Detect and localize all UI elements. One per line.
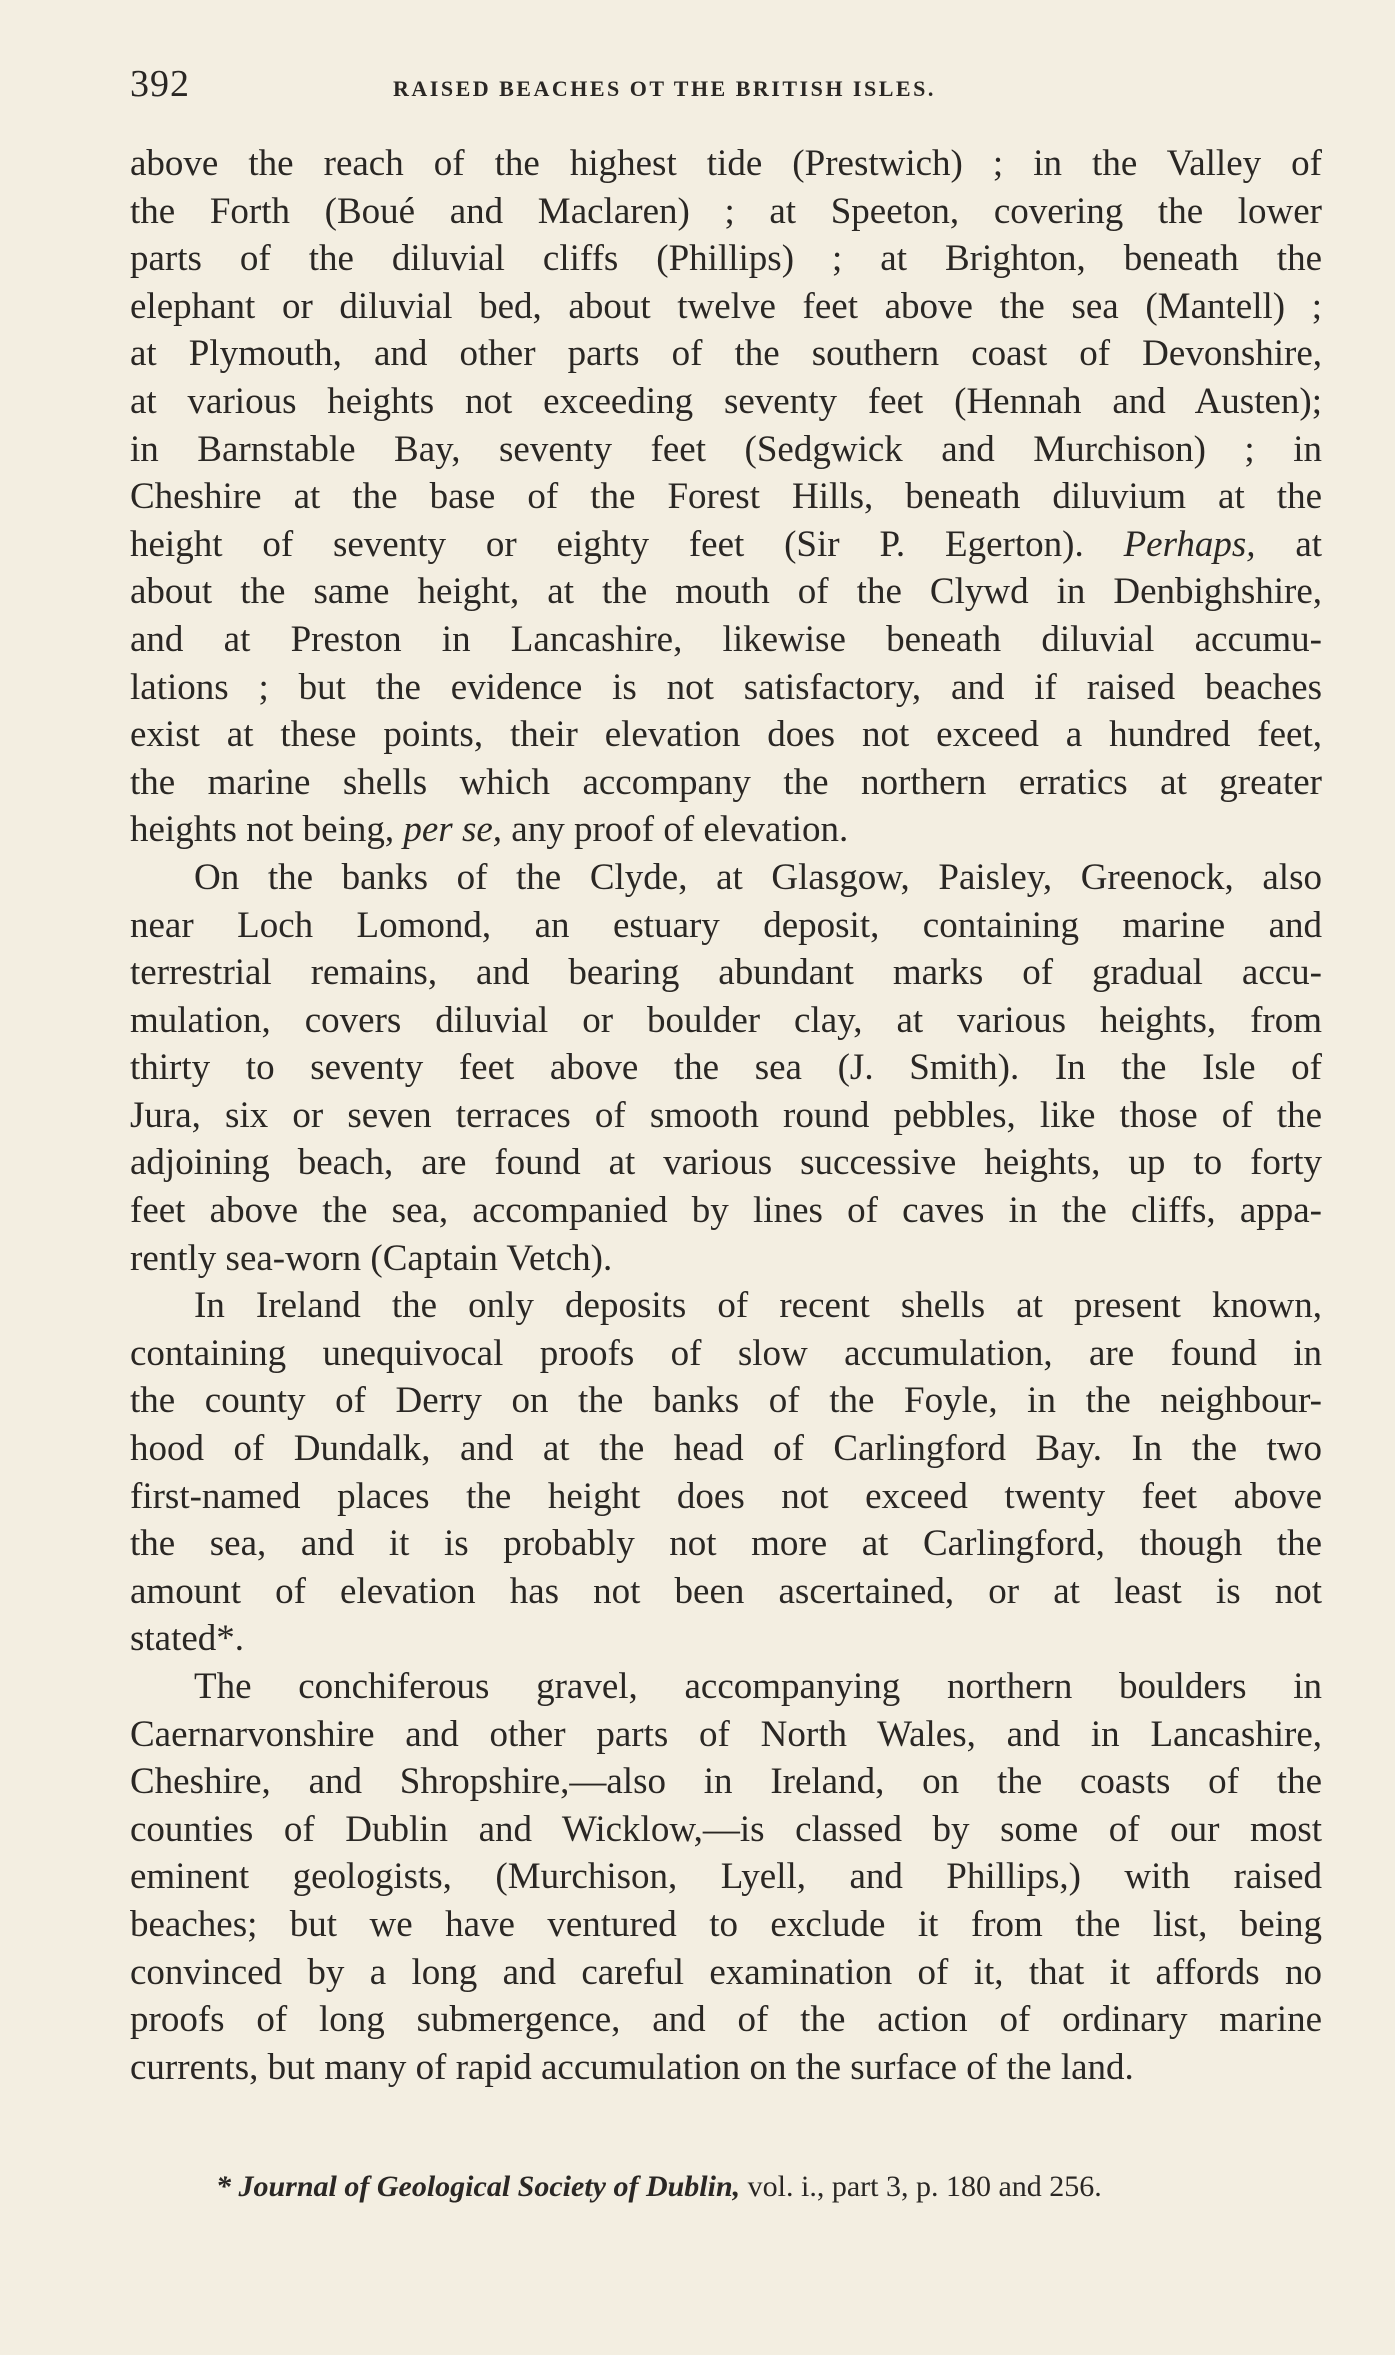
text-line: Cheshire at the base of the Forest Hills, beneath diluvium at the [130,476,1322,518]
text-segment: at [1295,523,1323,565]
footnote [216,2170,1236,2204]
text-line: Jura, six or seven terraces of smooth round pebbles, like those of the [130,1094,1322,1136]
text-line: and at Preston in Lancashire, likewise beneath diluvial accumu- [130,618,1322,660]
text-line: hood of Dundalk, and at the head of Carlingford Bay. In the two [130,1428,1322,1470]
text-line: about the same height, at the mouth of the Clywd in Denbighshire, [130,571,1322,613]
text-line: terrestrial remains, and bearing abundant marks of gradual accu- [130,952,1322,994]
text-line: thirty to seventy feet above the sea (J. Smith). In the Isle of [130,1047,1322,1089]
footnote-source: Journal of Geological Society of Dublin, [238,2170,741,2203]
text-line: the sea, and it is probably not more at Carlingford, though the [130,1523,1322,1565]
text-line: at various heights not exceeding seventy feet (Hennah and Austen); [130,380,1322,422]
text-line: stated*. [130,1618,245,1660]
text-segment: any proof of elevation. [511,809,849,851]
text-line: eminent geologists, (Murchison, Lyell, and Phillips,) with raised [130,1856,1322,1898]
text-line: beaches; but we have ventured to exclude it from the list, being [130,1903,1322,1945]
text-line: The conchiferous gravel, accompanying northern boulders in [194,1666,1322,1707]
text-line: rently sea-worn (Captain Vetch). [130,1237,613,1279]
italic-word: per se, [403,809,503,851]
text-line: first-named places the height does not exceed twenty feet above [130,1475,1322,1517]
text-line: the county of Derry on the banks of the Foyle, in the neighbour- [130,1380,1322,1422]
text-line: In Ireland the only deposits of recent shells at present known, [194,1285,1322,1327]
text-line: containing unequivocal proofs of slow accumulation, are found in [130,1332,1322,1374]
text-line: lations ; but the evidence is not satisfactory, and if raised beaches [130,666,1322,708]
text-line: exist at these points, their elevation does not exceed a hundred feet, [130,714,1322,756]
text-line: Cheshire, and Shropshire,—also in Ireland, on the coasts of the [130,1761,1322,1803]
text-line [130,806,1322,854]
text-line: at Plymouth, and other parts of the southern coast of Devonshire, [130,333,1322,375]
text-line: On the banks of the Clyde, at Glasgow, Paisley, Greenock, also [194,856,1322,898]
text-line: amount of elevation has not been ascertained, or at least is not [130,1570,1322,1612]
paragraph-1 [130,140,1322,854]
text-line: the Forth (Boué and Maclaren) ; at Speeton, covering the lower [130,190,1322,232]
body-text [130,140,1322,2091]
text-line: currents, but many of rapid accumulation on the surface of the land. [130,2046,1134,2088]
text-line: proofs of long submergence, and of the action of ordinary marine [130,1999,1322,2041]
text-line: adjoining beach, are found at various successive heights, up to forty [130,1142,1322,1184]
page-number: 392 [130,63,190,105]
text-line: elephant or diluvial bed, about twelve feet above the sea (Mantell) ; [130,285,1322,327]
text-segment: heights not being, [130,809,395,851]
text-line: Caernarvonshire and other parts of North Wales, and in Lancashire, [130,1713,1322,1755]
text-line: feet above the sea, accompanied by lines of caves in the cliffs, appa- [130,1190,1322,1232]
text-line: above the reach of the highest tide (Prestwich) ; in the Valley of [130,143,1322,184]
paragraph-2 [130,854,1322,1282]
footnote-details: vol. i., part 3, p. 180 and 256. [747,2170,1102,2203]
text-line: the marine shells which accompany the northern erratics at greater [130,761,1322,803]
text-line [130,521,1322,569]
footnote-marker: * [216,2170,231,2203]
text-line: mulation, covers diluvial or boulder clay, at various heights, from [130,999,1322,1041]
italic-word: Perhaps, [1123,523,1256,565]
text-line: in Barnstable Bay, seventy feet (Sedgwick and Murchison) ; in [130,428,1322,470]
running-title: RAISED BEACHES OT THE BRITISH ISLES. [393,76,936,101]
text-line: counties of Dublin and Wicklow,—is classed by some of our most [130,1808,1322,1850]
paragraph-4 [130,1663,1322,2091]
paragraph-3 [130,1282,1322,1663]
text-line: convinced by a long and careful examination of it, that it affords no [130,1951,1322,1993]
text-line: near Loch Lomond, an estuary deposit, containing marine and [130,904,1322,946]
text-line: parts of the diluvial cliffs (Phillips) ; at Brighton, beneath the [130,238,1322,280]
page-header [130,62,1320,112]
text-segment: height of seventy or eighty feet (Sir P. Egerton). [130,523,1084,565]
